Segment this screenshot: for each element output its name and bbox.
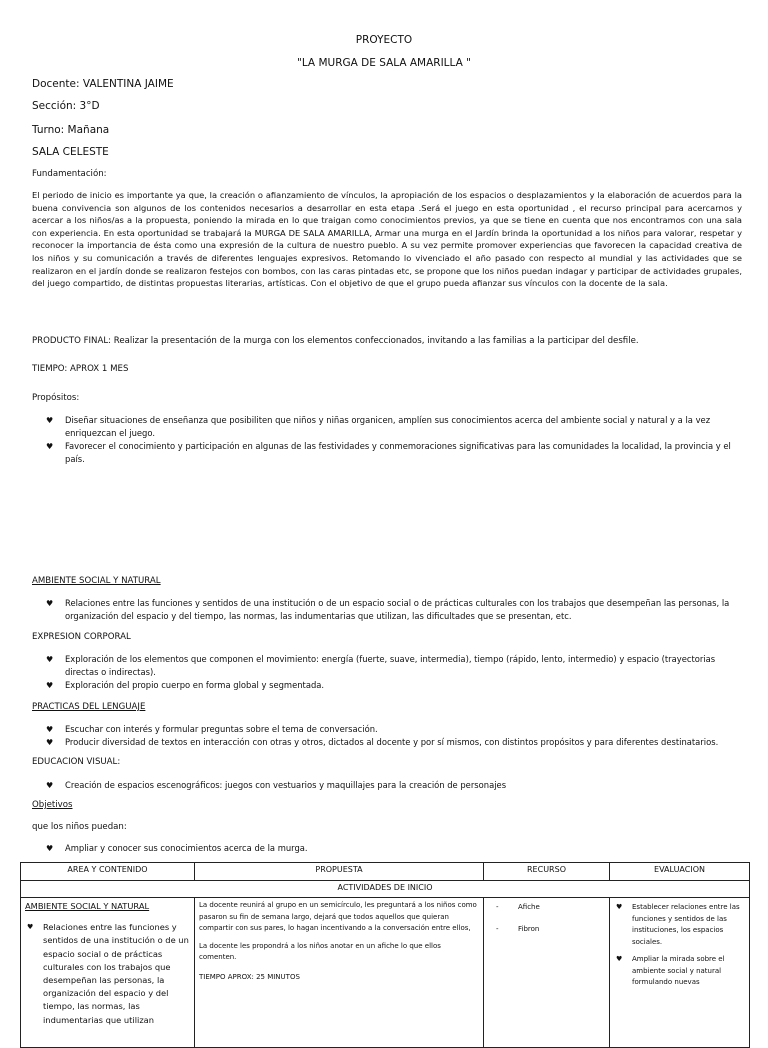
- recurso-list: [488, 902, 605, 935]
- educacion-heading: EDUCACION VISUAL:: [32, 757, 121, 767]
- list-item: ♥ Exploración de los elementos que componen el movimiento: energía (fuerte, suave, intermedia), tiempo (rápido, lento, intermedio) y espacio (trayectorias directas o indirectas).: [46, 654, 716, 677]
- list-item: ♥ Establecer relaciones entre las funciones y sentidos de las instituciones, los espacios sociales.: [616, 903, 740, 946]
- list-item: ♥ Favorecer el conocimiento y participación en algunas de las festividades y conmemoraciones significativas para las comunidades la localidad, la provincia y el país.: [46, 441, 731, 464]
- educacion-list: [46, 779, 736, 792]
- propuesta-text-1: La docente reunirá al grupo en un semicírculo, les preguntará a los niños como pasaron su fin de semana largo, dejará que todos aquellos que quieran compartir con sus pares, lo hagan incentivando a la conversación entre ellos,: [199, 901, 477, 932]
- dash-bullet-icon: -: [496, 903, 499, 911]
- project-name: "LA MURGA DE SALA AMARILLA ": [297, 57, 471, 69]
- area-list: [25, 921, 190, 1027]
- header-propuesta: PROPUESTA: [195, 863, 484, 881]
- heart-bullet-icon: ♥: [616, 955, 623, 963]
- heart-bullet-icon: ♥: [46, 655, 54, 664]
- list-item: ♥ Relaciones entre las funciones y sentidos de una institución o de un espacio social o de prácticas culturales con los trabajos que desempeñan las personas, la organización del espacio y del tiempo, las normas, las indumentarias que utilizan: [27, 922, 189, 1025]
- turno-line: Turno: Mañana: [32, 124, 110, 136]
- list-item: ♥ Ampliar la mirada sobre el ambiente social y natural formulando nuevas: [616, 955, 725, 986]
- list-item: ♥ Creación de espacios escenográficos: juegos con vestuarios y maquillajes para la creación de personajes: [46, 780, 507, 790]
- header-area: AREA Y CONTENIDO: [21, 863, 195, 881]
- list-item: - Afiche: [496, 902, 605, 914]
- document-title: PROYECTO: [355, 34, 413, 46]
- ambiente-list: [46, 597, 736, 623]
- heart-bullet-icon: ♥: [46, 442, 54, 451]
- header-recurso: RECURSO: [484, 863, 610, 881]
- evaluacion-list: [614, 902, 745, 989]
- header-evaluacion: EVALUACION: [610, 863, 750, 881]
- heart-bullet-icon: ♥: [27, 923, 34, 932]
- recurso-cell: [484, 898, 610, 1048]
- expresion-heading: EXPRESION CORPORAL: [32, 632, 131, 642]
- seccion-line: Sección: 3°D: [32, 100, 100, 112]
- propositos-list: [46, 414, 736, 466]
- tiempo-line: TIEMPO: APROX 1 MES: [32, 364, 129, 374]
- list-item: ♥ Producir diversidad de textos en interacción con otras y otros, dictados al docente y por sí mismos, con distintos propósitos y para diferentes destinatarios.: [46, 737, 719, 747]
- area-cell: [21, 898, 195, 1048]
- list-item: ♥ Diseñar situaciones de enseñanza que posibiliten que niños y niñas organicen, amplíen sus conocimientos acerca del ambiente social y natural y a la vez enriquezcan el juego.: [46, 415, 711, 438]
- objetivos-heading: Objetivos: [32, 800, 73, 810]
- ambiente-heading: AMBIENTE SOCIAL Y NATURAL: [32, 576, 161, 586]
- heart-bullet-icon: ♥: [616, 903, 623, 911]
- heart-bullet-icon: ♥: [46, 599, 54, 608]
- section-label: ACTIVIDADES DE INICIO: [21, 881, 750, 898]
- practicas-heading: PRACTICAS DEL LENGUAJE: [32, 702, 146, 712]
- list-item: ♥ Ampliar y conocer sus conocimientos acerca de la murga.: [46, 843, 308, 853]
- evaluacion-cell: [610, 898, 750, 1048]
- sala-line: SALA CELESTE: [32, 146, 109, 158]
- objetivos-intro: que los niños puedan:: [32, 822, 127, 832]
- expresion-list: [46, 653, 736, 692]
- propuesta-cell: [195, 898, 484, 1048]
- list-item: - Fibron: [496, 924, 605, 936]
- list-item: ♥ Exploración del propio cuerpo en forma global y segmentada.: [46, 680, 325, 690]
- propositos-label: Propósitos:: [32, 393, 80, 403]
- heart-bullet-icon: ♥: [46, 781, 54, 790]
- objetivos-list: [46, 842, 736, 855]
- list-item: ♥ Relaciones entre las funciones y sentidos de una institución o de un espacio social o de prácticas culturales con los trabajos que desempeñan las personas, la organización del espacio y del tiempo, las normas, las indumentarias que utilizan, las dificultades que se presentan, etc.: [46, 598, 730, 621]
- area-title: AMBIENTE SOCIAL Y NATURAL: [25, 901, 150, 911]
- propuesta-tiempo: TIEMPO APROX: 25 MINUTOS: [199, 972, 300, 981]
- producto-final: PRODUCTO FINAL: Realizar la presentación de la murga con los elementos confeccionados, invitando a las familias a la participar del desfile.: [32, 336, 639, 346]
- list-item: ♥ Escuchar con interés y formular preguntas sobre el tema de conversación.: [46, 724, 378, 734]
- heart-bullet-icon: ♥: [46, 844, 54, 853]
- practicas-list: [46, 723, 736, 749]
- heart-bullet-icon: ♥: [46, 725, 54, 734]
- planning-table: [20, 862, 750, 1048]
- dash-bullet-icon: -: [496, 924, 499, 933]
- heart-bullet-icon: ♥: [46, 738, 54, 747]
- fundamentacion-label: Fundamentación:: [32, 169, 107, 179]
- heart-bullet-icon: ♥: [46, 681, 54, 690]
- docente-line: Docente: VALENTINA JAIME: [32, 78, 174, 90]
- fundamentacion-text: El periodo de inicio es importante ya que, la creación o afianzamiento de vínculos, la apropiación de los espacios o desplazamientos y la elaboración de acuerdos para la buena convivencia son algunos de los contenidos necesarios a desarrollar en esta etapa .Será el juego en esta oportunidad , el recurso principal para acercarnos y acercar a los niños/as a la propuesta, poniendo la mirada en lo que traigan como conocimientos previos, ya que se tiene en cuenta que nos encontramos con una sala con experiencia. En esta oportunidad se trabajará la MURGA DE SALA AMARILLA, Armar una murga en el Jardín brinda la oportunidad a los niños para valorar, respetar y reconocer la importancia de ésta como una expresión de la cultura de nuestro pueblo. A su vez permite promover experiencias que favorecen la capacidad creativa de los niños y su comunicación a través de diferentes lenguajes expresivos. Retomando lo vivenciado el año pasado con respecto al mundial y las actividades que se realizaron en el jardín donde se realizaron festejos con bombos, con las caras pintadas etc, se propone que los niños puedan indagar y participar de actividades grupales, del juego compartido, de distintas propuestas literarias, artísticas. Con el objetivo de que el grupo pueda afianzar sus vínculos con la docente de la sala.: [32, 190, 742, 289]
- heart-bullet-icon: ♥: [46, 416, 54, 425]
- propuesta-text-2: La docente les propondrá a los niños anotar en un afiche lo que ellos comenten.: [199, 941, 441, 961]
